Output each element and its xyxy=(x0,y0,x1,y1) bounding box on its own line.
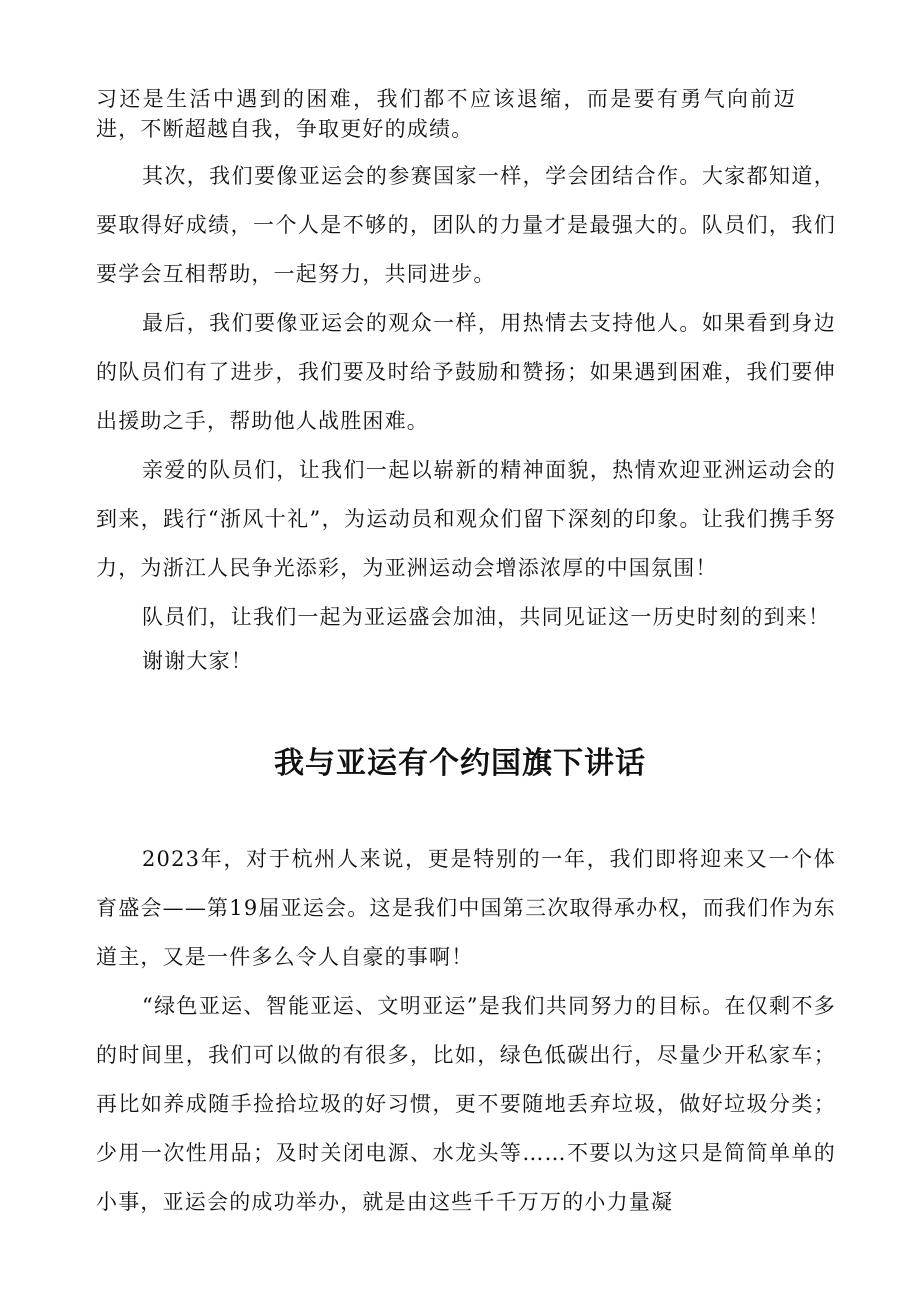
section-title: 我与亚运有个约国旗下讲话 xyxy=(274,746,646,781)
paragraph-teamwork: 其次，我们要像亚运会的参赛国家一样，学会团结合作。大家都知道，要取得好成绩，一个人是不够的，团队的力量才是最强大的。队员们，我们要学会互相帮助，一起努力，共同进步。 xyxy=(96,164,836,286)
paragraph-continuation: 习还是生活中遇到的困难，我们都不应该退缩，而是要有勇气向前迈进，不断超越自我，争取更好的成绩。 xyxy=(96,87,796,141)
paragraph-cheer: 队员们，让我们一起为亚运盛会加油，共同见证这一历史时刻的到来！ xyxy=(142,605,831,629)
paragraph-welcome-asian-games: 亲爱的队员们，让我们一起以崭新的精神面貌，热情欢迎亚洲运动会的到来，践行“浙风十礼”，为运动员和观众们留下深刻的印象。让我们携手努力，为浙江人民争光添彩，为亚洲运动会增添浓厚的中国氛围！ xyxy=(96,458,836,580)
paragraph-2023-hangzhou: 2023年，对于杭州人来说，更是特别的一年，我们即将迎来又一个体育盛会——第19届亚运会。这是我们中国第三次取得承办权，而我们作为东道主，又是一件多么令人自豪的事啊！ xyxy=(96,847,836,969)
paragraph-green-asian-games: “绿色亚运、智能亚运、文明亚运”是我们共同努力的目标。在仅剩不多的时间里，我们可以做的有很多，比如，绿色低碳出行，尽量少开私家车；再比如养成随手捡拾垃圾的好习惯，更不要随地丢弃垃圾，做好垃圾分类；少用一次性用品；及时关闭电源、水龙头等……不要以为这只是简简单单的小事，亚运会的成功举办，就是由这些千千万万的小力量凝 xyxy=(96,994,836,1214)
paragraph-support-others: 最后，我们要像亚运会的观众一样，用热情去支持他人。如果看到身边的队员们有了进步，我们要及时给予鼓励和赞扬；如果遇到困难，我们要伸出援助之手，帮助他人战胜困难。 xyxy=(96,311,836,433)
paragraph-thanks: 谢谢大家！ xyxy=(142,649,253,673)
